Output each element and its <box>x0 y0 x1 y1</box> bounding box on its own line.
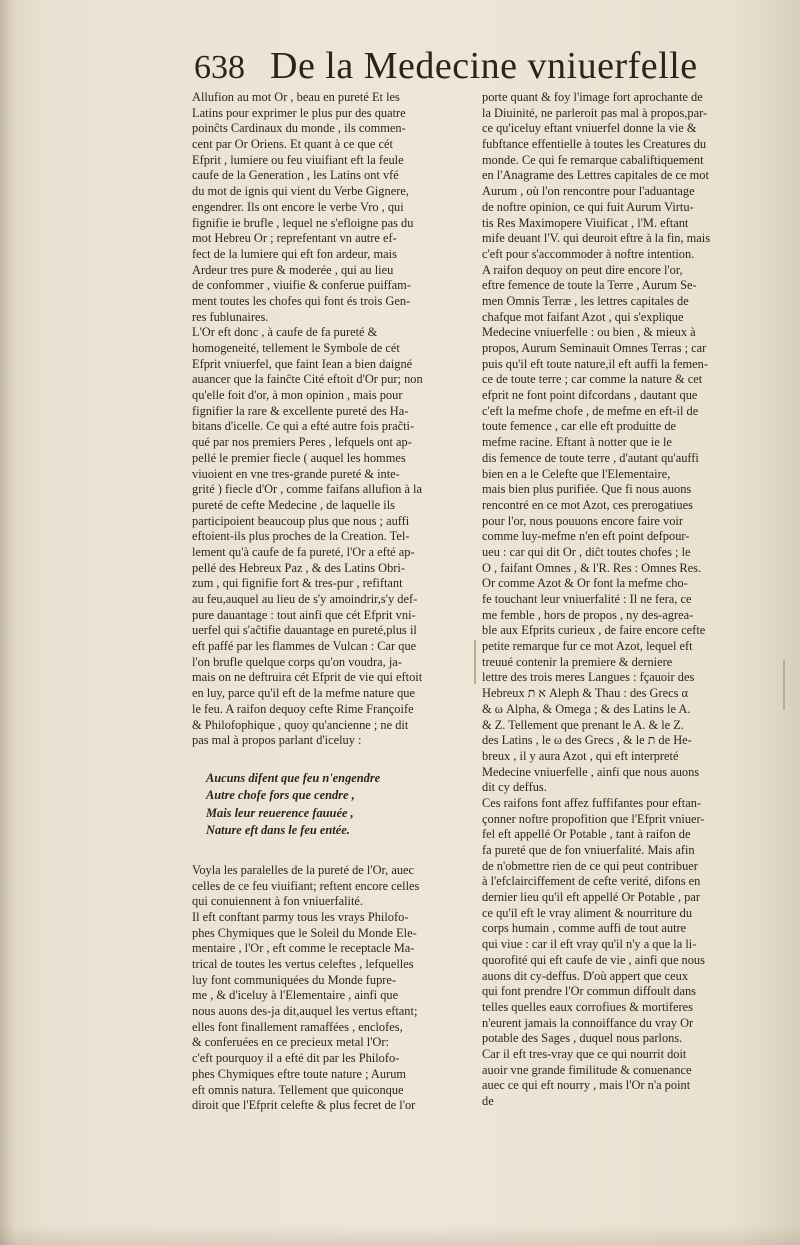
text-line: rencontré en ce mot Azot, ces prerogatiues <box>482 497 693 512</box>
page-edge-shadow <box>0 0 14 1245</box>
text-line: treuué contenir la premiere & derniere <box>482 654 673 669</box>
text-line: diroit que l'Efprit celefte & plus fecret de l'or <box>192 1098 416 1113</box>
text-line: Ces raifons font affez fuffifantes pour eftan- <box>482 795 702 810</box>
text-line: corps humain , comme auffi de tout autre <box>482 921 687 936</box>
text-line: dis femence de toute terre , d'autant qu'auffi <box>482 450 699 465</box>
text-line: auancer que la fainĉte Cité eftoit d'Or pur; non <box>192 372 423 387</box>
text-line: en l'Anagrame des Lettres capitales de ce mot <box>482 168 709 183</box>
text-line: & ω Alpha, & Omega ; & des Latins le A. <box>482 701 691 716</box>
margin-mark <box>474 640 476 684</box>
text-line: celles de ce feu viuifiant; reftent encore celles <box>192 878 420 893</box>
text-line: Efprit , lumiere ou feu viuifiant eft la feule <box>192 152 404 167</box>
text-line: mife deuant l'V. qui deuroit eftre à la fin, mais <box>482 231 711 246</box>
page-number: 638 <box>194 49 245 86</box>
text-line: mefme racine. Eftant à notter que ie le <box>482 435 672 450</box>
text-line: & Philofophique , quoy qu'ancienne ; ne dit <box>192 717 409 732</box>
text-line: fignifier la rare & excellente pureté des Ha- <box>192 403 409 418</box>
text-line: Hebreux א ת Aleph & Thau : des Grecs α <box>482 686 689 701</box>
text-line: A raifon dequoy on peut dire encore l'or, <box>482 262 683 277</box>
text-line: breux , il y aura Azot , qui eft interpreté <box>482 748 679 763</box>
text-line: pellé le premier fiecle ( auquel les hommes <box>192 450 406 465</box>
running-title: De la Medecine vniuerfelle <box>270 45 698 87</box>
text-line: propos, Aurum Seminauit Omnes Terras ; car <box>482 341 707 355</box>
text-line: n'eurent jamais la connoiffance du vray Or <box>482 1015 694 1030</box>
text-line: eft paffé par les flammes de Vulcan : Car que <box>192 639 417 654</box>
verse-line: Nature eft dans le feu entée. <box>206 823 350 838</box>
text-line: lettre des trois meres Langues : fçauoir des <box>482 670 695 685</box>
text-line: fe touchant leur vniuerfalité : Il ne fera, ce <box>482 592 692 606</box>
text-line: ble aux Efprits curieux , de faire encore cefte <box>482 623 706 638</box>
paragraph <box>192 863 470 910</box>
text-line: res fublunaires. <box>192 309 269 324</box>
page-header <box>190 42 770 94</box>
text-line: Voyla les paralelles de la pureté de l'Or, auec <box>192 862 415 877</box>
text-line: efprit ne font point difcordans , dautant que <box>482 388 698 403</box>
text-line: fel eft appellé Or Potable , tant à raifon de <box>482 827 691 842</box>
text-line: caufe de la Generation , les Latins ont vfé <box>192 168 399 183</box>
verse-line: Mais leur reuerence fauuée , <box>206 805 354 820</box>
text-line: au feu,auquel au lieu de s'y amoindrir,s'y def- <box>192 592 418 606</box>
text-line: men Omnis Terræ , les lettres capitales de <box>482 293 689 308</box>
text-line: & Z. Tellement que prenant le A. & le Z. <box>482 717 684 732</box>
text-line: ce de toute terre ; car comme la nature & cet <box>482 372 703 387</box>
text-line: qu'elle foit d'or, à mon opinion , mais pour <box>192 388 403 403</box>
text-line: Medecine vniuerfelle , ainfi que nous auons <box>482 764 700 779</box>
text-line: uerfel qui s'aĉtifie dauantage en pureté,plus il <box>192 623 417 638</box>
text-line: qui font prendre l'Or commun diffoult dans <box>482 984 696 999</box>
text-line: poinĉts Cardinaux du monde , ils commen- <box>192 121 406 136</box>
text-line: ment toutes les chofes qui font és trois Gen- <box>192 293 411 308</box>
text-line: cent par Or Oriens. Et quant à ce que cét <box>192 137 393 152</box>
text-line: Medecine vniuerfelle : ou bien , & mieux à <box>482 325 696 340</box>
text-line: phes Chymiques que le Soleil du Monde Ele- <box>192 925 417 940</box>
text-line: fect de la lumiere qui eft fon ardeur, mais <box>192 246 397 261</box>
left-column <box>192 90 470 1114</box>
text-line: homogeneité, tellement le Symbole de cét <box>192 341 400 355</box>
margin-mark <box>783 660 785 710</box>
text-line: comme luy-mefme n'en eft point defpour- <box>482 529 690 544</box>
text-line: pour l'or, nous pouuons encore faire voir <box>482 513 683 528</box>
text-line: petite remarque fur ce mot Azot, lequel eft <box>482 639 693 654</box>
text-line: Allufion au mot Or , beau en pureté Et les <box>192 90 400 104</box>
paragraph <box>192 910 470 1114</box>
text-line: Il eft conftant parmy tous les vrays Philofo- <box>192 909 409 924</box>
text-line: mentaire , l'Or , eft comme le receptacle Ma- <box>192 941 415 956</box>
text-line: pure dauantage : tout ainfi que cét Efprit vni- <box>192 607 416 622</box>
text-line: quorofité qui eft caufe de vie , ainfi que nous <box>482 952 705 967</box>
text-line: bitans d'icelle. Ce qui a efté autre fois prac̃ti- <box>192 419 415 434</box>
text-line: me , & d'iceluy à l'Elementaire , ainfi que <box>192 988 399 1003</box>
text-line: Efprit vniuerfel, que faint Iean a bien daigné <box>192 356 413 371</box>
page-bottom-shadow <box>0 1225 800 1245</box>
text-line: phes Chymiques eftre toute nature ; Aurum <box>192 1066 407 1081</box>
text-line: telles quelles eaux corrofiues & mortiferes <box>482 999 693 1014</box>
text-line: le feu. A raifon dequoy cefte Rime Françoife <box>192 701 414 716</box>
text-line: chafque mot faifant Azot , qui s'explique <box>482 309 684 324</box>
paragraph <box>192 325 470 749</box>
text-line: de confommer , viuifie & conferue puiffam- <box>192 278 411 293</box>
text-line: auons dit cy-deffus. D'où appert que ceux <box>482 968 689 983</box>
text-line: monde. Ce qui fe remarque cabaliftiquement <box>482 152 704 167</box>
text-line: eftoient-ils plus proches de la Creation. Tel- <box>192 529 410 544</box>
verse-line: Aucuns difent que feu n'engendre <box>206 770 381 785</box>
text-line: Ardeur tres pure & moderée , qui au lieu <box>192 262 394 277</box>
text-line: dit cy deffus. <box>482 780 547 795</box>
spacer <box>192 749 470 771</box>
text-line: qué par nos premiers Peres , lefquels ont ap- <box>192 435 412 450</box>
text-line: c'eft pour s'accommoder à noftre intention. <box>482 246 695 261</box>
text-line: puis qu'il eft toute nature,il eft auffi la femen- <box>482 356 708 371</box>
text-line: du mot de ignis qui vient du Verbe Gignere, <box>192 184 409 199</box>
text-line: ce qu'iceluy eftant vniuerfel donne la vie & <box>482 121 697 136</box>
text-line: nous auons des-ja dit,auquel les vertus eftant; <box>192 1004 418 1019</box>
text-line: me femble , hors de propos , ny des-agrea- <box>482 607 694 622</box>
text-line: O , faifant Omnes , & l'R. Res : Omnes Res. <box>482 560 702 575</box>
paragraph <box>192 90 470 325</box>
text-line: pureté de cefte Medecine , de laquelle ils <box>192 497 395 512</box>
paragraph <box>482 796 765 1110</box>
text-line: lement qu'à caufe de fa pureté, l'Or a efté ap- <box>192 544 415 559</box>
text-line: engendrer. Ils ont encore le verbe Vro , qui <box>192 199 404 214</box>
text-line: qui viue : car il eft vray qu'il n'y a que la li- <box>482 937 697 952</box>
text-line: luy font communiquées du Monde fupre- <box>192 972 397 987</box>
text-line: Latins pour exprimer le plus pur des quatre <box>192 105 406 120</box>
text-line: en luy, parce qu'il eft de la mefme nature que <box>192 686 415 701</box>
text-line: porte quant & foy l'image fort aprochante de <box>482 90 703 104</box>
text-line: des Latins , le ω des Grecs , & le ת de He- <box>482 733 692 748</box>
verse-block <box>192 771 470 841</box>
text-line: Or comme Azot & Or font la mefme cho- <box>482 576 688 591</box>
text-line: à l'efclairciffement de cefte verité, difons en <box>482 874 701 889</box>
text-line: & conferuées en ce precieux metal l'Or: <box>192 1035 389 1050</box>
text-line: trical de toutes les vertus celeftes , lefquelles <box>192 957 414 971</box>
text-line: eftre femence de toute la Terre , Aurum Se- <box>482 278 697 293</box>
text-line: mot Hebreu Or ; reprefentant vn autre ef- <box>192 231 397 246</box>
text-line: l'on brufle quelque corps qu'on voudra, ja- <box>192 654 402 669</box>
text-line: fa pureté que de fon vniuerfalité. Mais afin <box>482 843 695 857</box>
text-line: auec ce qui eft nourry , mais l'Or n'a point <box>482 1078 691 1093</box>
text-line: fubftance effentielle à toutes les Creatures du <box>482 137 707 152</box>
text-line: potable des Sages , duquel nous parlons. <box>482 1031 683 1046</box>
text-line: la Diuinité, ne parleroit pas mal à propos,par- <box>482 105 708 120</box>
text-line: L'Or eft donc , à caufe de fa pureté & <box>192 325 378 340</box>
text-line: eft omnis natura. Tellement que quiconque <box>192 1082 404 1097</box>
text-line: qui conuiennent à fon vniuerfalité. <box>192 894 364 909</box>
text-line: Aurum , où l'on rencontre pour l'aduantage <box>482 184 695 199</box>
text-line: auoir vne grande fimilitude & conuenance <box>482 1062 692 1077</box>
text-line: tis Res Maximopere Viuificat , l'M. eftant <box>482 215 689 230</box>
text-line: ce qu'il eft le vray aliment & nourriture du <box>482 905 693 920</box>
text-line: pellé des Hebreux Paz , & des Latins Obri- <box>192 560 405 575</box>
text-line: pas mal à propos parlant d'iceluy : <box>192 733 362 748</box>
text-line: elles font finallement ramaffées , enclofes, <box>192 1019 403 1034</box>
text-line: de <box>482 1094 494 1108</box>
text-line: de noftre opinion, ce qui fuit Aurum Virtu- <box>482 199 694 214</box>
text-line: viuoient en vne tres-grande pureté & inte- <box>192 466 400 481</box>
text-line: c'eft pourquoy il a efté dit par les Philofo- <box>192 1051 400 1066</box>
text-line: bien en a le Celefte que l'Elementaire, <box>482 466 671 481</box>
text-line: grité ) fiecle d'Or , comme faifans allufion à la <box>192 482 422 497</box>
text-line: zum , qui fignifie fort & tres-pur , refiftant <box>192 576 403 591</box>
right-column <box>482 90 765 1110</box>
text-line: mais bien plus purifiée. Que fi nous auons <box>482 482 692 497</box>
spacer <box>192 841 470 863</box>
text-line: fignifie ie brufle , lequel ne s'efloigne pas du <box>192 215 414 230</box>
text-line: toute femence , car elle eft produitte de <box>482 419 677 434</box>
text-line: ueu : car qui dit Or , diĉt toutes chofes ; le <box>482 544 691 559</box>
text-line: dernier lieu qu'il eft appellé Or Potable , par <box>482 890 700 905</box>
paragraph <box>482 90 765 796</box>
text-line: çonner noftre propofition que l'Efprit vniuer- <box>482 811 705 826</box>
verse-line: Autre chofe fors que cendre , <box>206 788 355 803</box>
text-line: c'eft la mefme chofe , de mefme en eft-il de <box>482 403 699 418</box>
text-line: Car il eft tres-vray que ce qui nourrit doit <box>482 1046 687 1061</box>
text-line: mais on ne deftruira cét Efprit de vie qui eftoit <box>192 670 423 685</box>
text-line: de n'obmettre rien de ce qui peut contribuer <box>482 858 698 873</box>
text-line: participoient beaucoup plus que nous ; auffi <box>192 513 410 528</box>
